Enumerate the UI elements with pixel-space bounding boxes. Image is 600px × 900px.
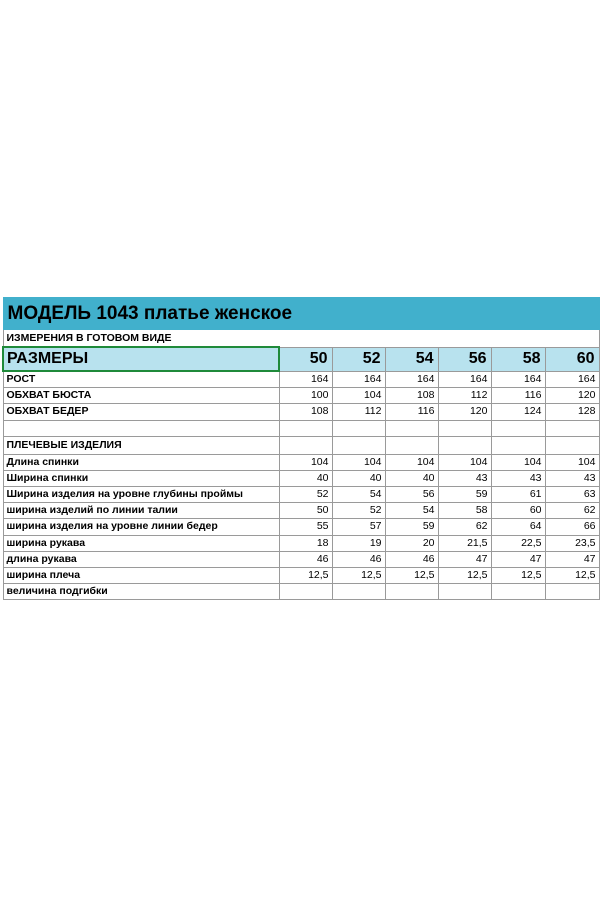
value-cell: 128 (545, 404, 599, 420)
value-cell: 104 (332, 388, 385, 404)
table-row (3, 470, 599, 486)
value-cell: 54 (332, 486, 385, 502)
value-cell: 63 (545, 486, 599, 502)
value-cell (279, 420, 332, 436)
value-cell: 47 (545, 551, 599, 567)
title-row (3, 298, 599, 330)
value-cell: 40 (279, 470, 332, 486)
row-label: ширина изделия на уровне линии бедер (3, 519, 279, 535)
row-label: Ширина изделия на уровне глубины проймы (3, 486, 279, 502)
value-cell: 124 (491, 404, 545, 420)
table-row (3, 454, 599, 470)
value-cell (438, 584, 491, 600)
value-cell: 12,5 (279, 567, 332, 583)
value-cell: 104 (279, 454, 332, 470)
value-cell: 19 (332, 535, 385, 551)
value-cell: 12,5 (438, 567, 491, 583)
value-cell: 164 (385, 371, 438, 388)
table-row (3, 388, 599, 404)
value-cell: 104 (385, 454, 438, 470)
value-cell: 56 (385, 486, 438, 502)
row-label: Длина спинки (3, 454, 279, 470)
value-cell: 40 (332, 470, 385, 486)
value-cell: 100 (279, 388, 332, 404)
value-cell: 46 (385, 551, 438, 567)
table-row (3, 567, 599, 583)
value-cell (438, 420, 491, 436)
table-row (3, 519, 599, 535)
value-cell: 23,5 (545, 535, 599, 551)
value-cell (545, 420, 599, 436)
title-empty-cell (491, 298, 545, 330)
row-label: Ширина спинки (3, 470, 279, 486)
title-empty-cell (545, 298, 599, 330)
title-empty-cell (385, 298, 438, 330)
table-row (3, 584, 599, 600)
row-label (3, 420, 279, 436)
value-cell: 61 (491, 486, 545, 502)
value-cell: 58 (438, 503, 491, 519)
value-cell: 59 (385, 519, 438, 535)
value-cell: 43 (438, 470, 491, 486)
value-cell: 60 (491, 503, 545, 519)
value-cell: 50 (279, 503, 332, 519)
value-cell: 12,5 (332, 567, 385, 583)
value-cell (545, 436, 599, 454)
value-cell: 164 (438, 371, 491, 388)
value-cell: 52 (279, 486, 332, 502)
value-cell (332, 584, 385, 600)
value-cell: 108 (279, 404, 332, 420)
row-label: ширина изделий по линии талии (3, 503, 279, 519)
value-cell (491, 420, 545, 436)
value-cell: 104 (545, 454, 599, 470)
value-cell: 104 (491, 454, 545, 470)
value-cell: 18 (279, 535, 332, 551)
sizes-label-cell[interactable]: РАЗМЕРЫ (3, 347, 279, 371)
row-label: ширина плеча (3, 567, 279, 583)
value-cell: 62 (545, 503, 599, 519)
value-cell: 116 (385, 404, 438, 420)
title-empty-cell (438, 298, 491, 330)
value-cell: 55 (279, 519, 332, 535)
table-row (3, 551, 599, 567)
value-cell: 64 (491, 519, 545, 535)
value-cell: 116 (491, 388, 545, 404)
sheet-title: МОДЕЛЬ 1043 платье женское (3, 298, 332, 330)
section-label: ПЛЕЧЕВЫЕ ИЗДЕЛИЯ (3, 436, 279, 454)
value-cell (491, 584, 545, 600)
value-cell: 108 (385, 388, 438, 404)
value-cell (332, 436, 385, 454)
size-header-cell: 60 (545, 347, 599, 371)
value-cell (332, 420, 385, 436)
size-chart-table (2, 297, 600, 600)
value-cell (279, 436, 332, 454)
value-cell: 40 (385, 470, 438, 486)
table-row (3, 486, 599, 502)
table-row (3, 503, 599, 519)
sheet-subtitle: ИЗМЕРЕНИЯ В ГОТОВОМ ВИДЕ (3, 330, 599, 348)
value-cell: 66 (545, 519, 599, 535)
value-cell: 164 (545, 371, 599, 388)
row-label: длина рукава (3, 551, 279, 567)
value-cell: 62 (438, 519, 491, 535)
value-cell: 112 (332, 404, 385, 420)
table-row (3, 404, 599, 420)
size-header-cell: 50 (279, 347, 332, 371)
table-row (3, 535, 599, 551)
table-row (3, 371, 599, 388)
value-cell: 12,5 (385, 567, 438, 583)
value-cell: 12,5 (545, 567, 599, 583)
value-cell: 20 (385, 535, 438, 551)
value-cell (491, 436, 545, 454)
blank-row (3, 420, 599, 436)
value-cell: 120 (545, 388, 599, 404)
value-cell: 43 (491, 470, 545, 486)
value-cell: 57 (332, 519, 385, 535)
subtitle-row (3, 330, 599, 348)
value-cell: 112 (438, 388, 491, 404)
value-cell: 59 (438, 486, 491, 502)
size-header-cell: 52 (332, 347, 385, 371)
size-header-cell: 58 (491, 347, 545, 371)
value-cell (438, 436, 491, 454)
value-cell: 164 (332, 371, 385, 388)
value-cell: 46 (279, 551, 332, 567)
value-cell: 22,5 (491, 535, 545, 551)
value-cell: 52 (332, 503, 385, 519)
row-label: ширина рукава (3, 535, 279, 551)
sizes-header-row (3, 347, 599, 371)
value-cell: 104 (438, 454, 491, 470)
value-cell: 47 (491, 551, 545, 567)
section-row (3, 436, 599, 454)
size-header-cell: 54 (385, 347, 438, 371)
value-cell: 21,5 (438, 535, 491, 551)
value-cell (385, 584, 438, 600)
value-cell: 43 (545, 470, 599, 486)
row-label: ОБХВАТ БЕДЕР (3, 404, 279, 420)
value-cell: 120 (438, 404, 491, 420)
size-header-cell: 56 (438, 347, 491, 371)
value-cell (545, 584, 599, 600)
value-cell (279, 584, 332, 600)
value-cell: 47 (438, 551, 491, 567)
row-label: РОСТ (3, 371, 279, 388)
value-cell: 164 (491, 371, 545, 388)
title-empty-cell (332, 298, 385, 330)
value-cell (385, 420, 438, 436)
value-cell: 46 (332, 551, 385, 567)
value-cell: 164 (279, 371, 332, 388)
row-label: величина подгибки (3, 584, 279, 600)
value-cell: 54 (385, 503, 438, 519)
row-label: ОБХВАТ БЮСТА (3, 388, 279, 404)
value-cell: 104 (332, 454, 385, 470)
value-cell: 12,5 (491, 567, 545, 583)
value-cell (385, 436, 438, 454)
